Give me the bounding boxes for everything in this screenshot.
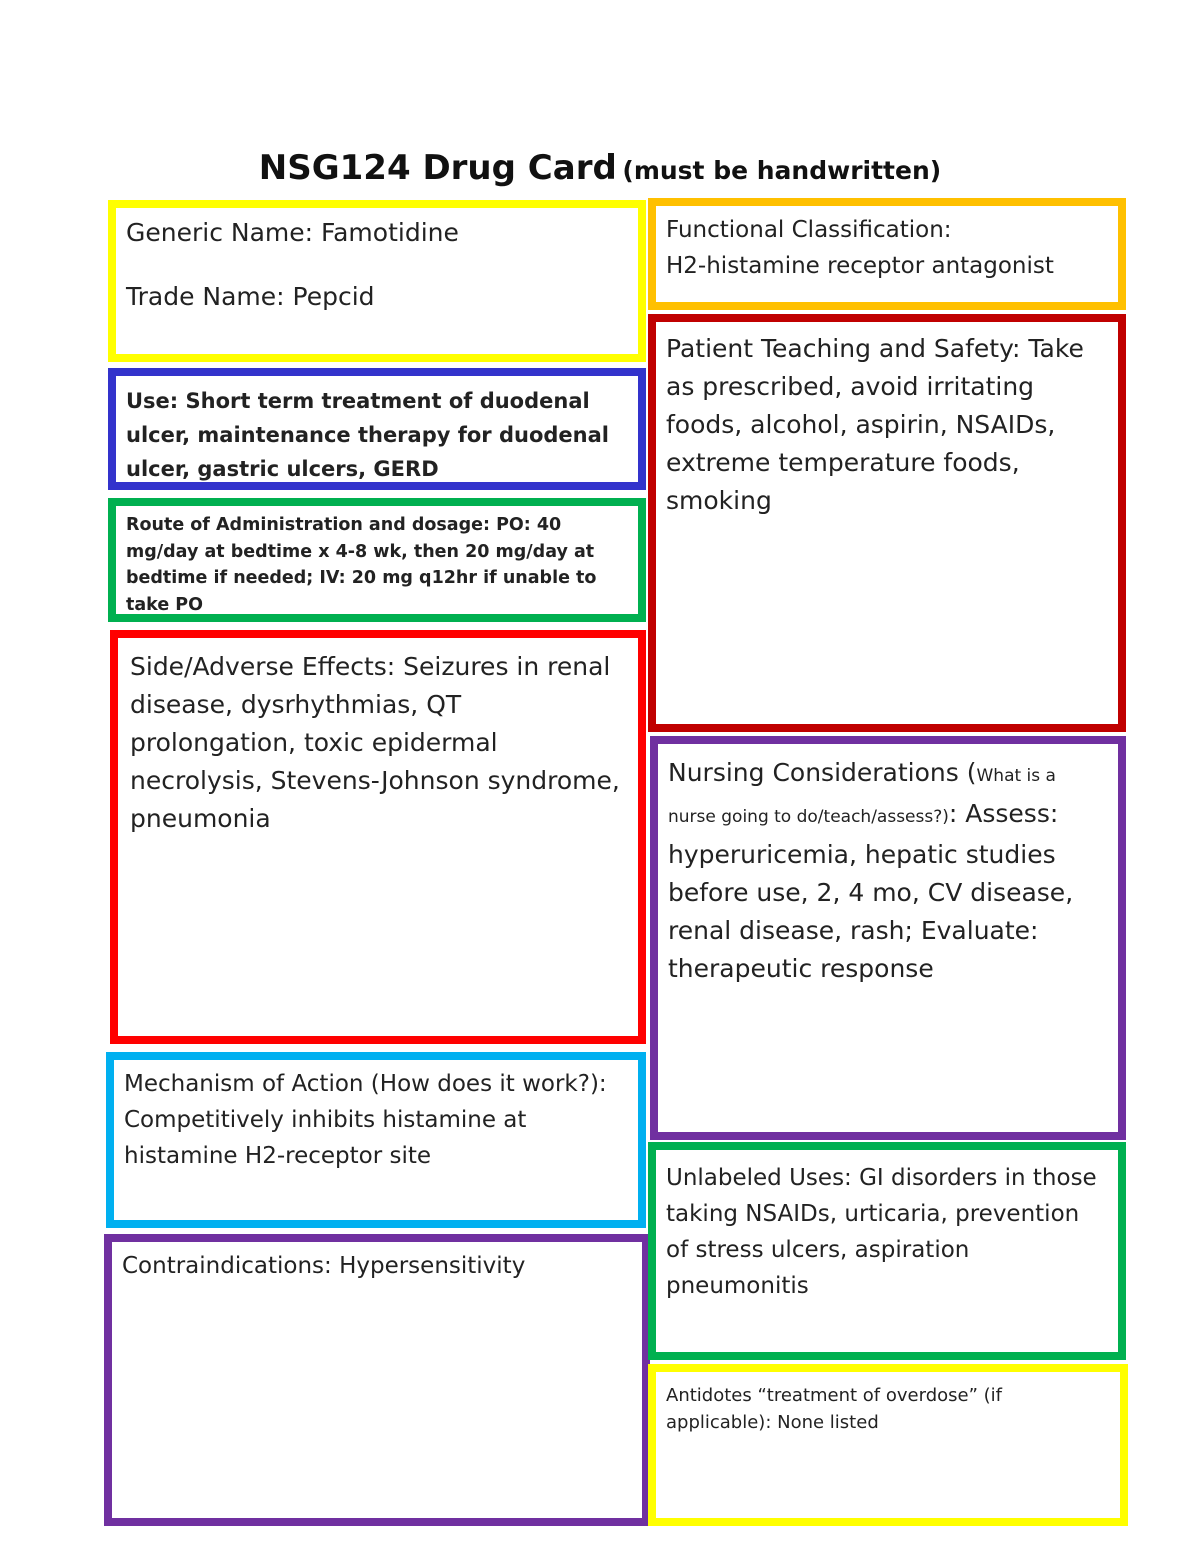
contraindications-text: Contraindications: Hypersensitivity [122, 1253, 526, 1279]
use-text: Use: Short term treatment of duodenal ulcer, maintenance therapy for duodenal ulcer, gastric ulcers, GERD [126, 389, 609, 481]
unlabeled-uses-box [648, 1142, 1126, 1360]
nursing-considerations-text [668, 754, 1108, 988]
nursing-considerations-box [650, 736, 1126, 1140]
route-text: Route of Administration and dosage: PO: 40 mg/day at bedtime x 4-8 wk, then 20 mg/day at bedtime if needed; IV: 20 mg q12hr if unable to take PO [126, 515, 597, 615]
patient-teaching-text: Patient Teaching and Safety: Take as prescribed, avoid irritating foods, alcohol, aspirin, NSAIDs, extreme temperature foods, smoking [666, 334, 1084, 515]
generic-name: Generic Name: Famotidine [126, 218, 459, 247]
functional-classification-box [648, 198, 1126, 310]
use-box [108, 368, 646, 490]
patient-teaching-box [648, 314, 1126, 732]
antidotes-box [648, 1364, 1128, 1526]
title-subtitle: (must be handwritten) [622, 156, 942, 185]
title-main: NSG124 Drug Card [258, 148, 617, 188]
trade-name: Trade Name: Pepcid [126, 282, 375, 311]
route-box [108, 498, 646, 622]
side-effects-box [110, 630, 646, 1044]
nursing-question: What is a nurse going to do/teach/assess?) [668, 766, 1056, 827]
nursing-label: Nursing Considerations ( [668, 758, 977, 787]
names-box [108, 200, 646, 362]
nursing-body: : Assess: hyperuricemia, hepatic studies before use, 2, 4 mo, CV disease, renal disease, rash; Evaluate: therapeutic response [668, 799, 1074, 983]
mechanism-text: Mechanism of Action (How does it work?): Competitively inhibits histamine at histamine H2-receptor site [124, 1071, 607, 1169]
contraindications-box [104, 1234, 650, 1526]
functional-classification-value: H2-histamine receptor antagonist [666, 253, 1054, 279]
page-title [0, 148, 1200, 188]
functional-classification-label: Functional Classification: [666, 217, 952, 243]
side-effects-text: Side/Adverse Effects: Seizures in renal disease, dysrhythmias, QT prolongation, toxic epidermal necrolysis, Stevens-Johnson syndrome, pneumonia [130, 652, 620, 833]
mechanism-box [106, 1052, 646, 1228]
unlabeled-uses-text: Unlabeled Uses: GI disorders in those taking NSAIDs, urticaria, prevention of stress ulcers, aspiration pneumonitis [666, 1165, 1097, 1299]
antidotes-text: Antidotes “treatment of overdose” (if applicable): None listed [666, 1385, 1002, 1433]
